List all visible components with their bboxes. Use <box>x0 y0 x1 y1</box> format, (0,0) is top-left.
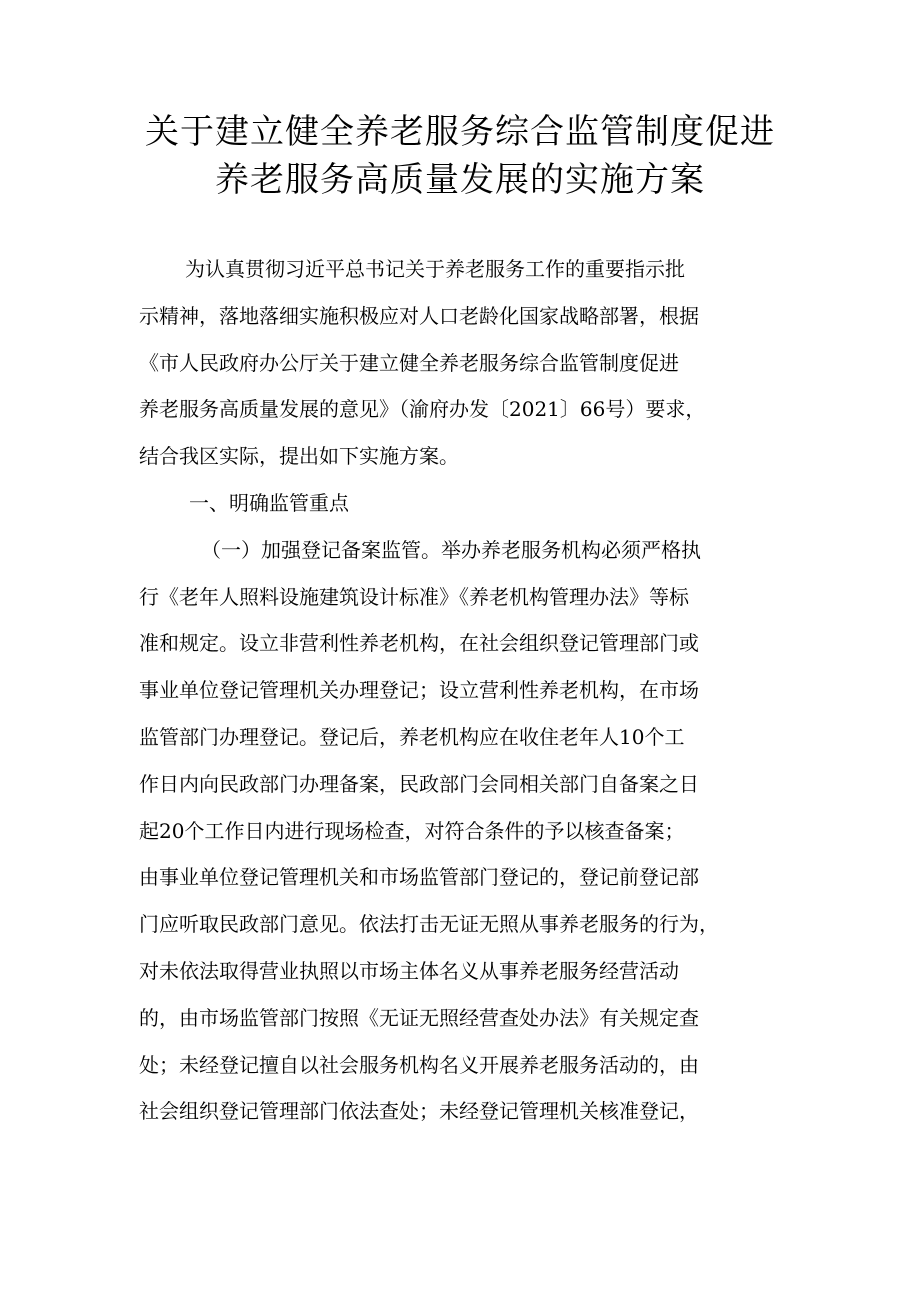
paragraph-line: 社会组织登记管理部门依法查处；未经登记管理机关核准登记， <box>139 1099 699 1124</box>
paragraph-line: 门应听取民政部门意见。依法打击无证无照从事养老服务的行为， <box>139 912 719 937</box>
paragraph-line: 监管部门办理登记。登记后，养老机构应在收住老年人10个工 <box>139 724 685 749</box>
paragraph-line: 准和规定。设立非营利性养老机构，在社会组织登记管理部门或 <box>139 631 699 656</box>
paragraph-line: 起20个工作日内进行现场检查，对符合条件的予以核查备案； <box>139 818 685 843</box>
section-heading: 一、明确监管重点 <box>189 490 349 515</box>
paragraph-line: 行《老年人照料设施建筑设计标准》《养老机构管理办法》等标 <box>139 584 689 609</box>
document-title-line-1: 关于建立健全养老服务综合监管制度促进 <box>145 112 775 152</box>
paragraph-line: 对未依法取得营业执照以市场主体名义从事养老服务经营活动 <box>139 958 679 983</box>
paragraph-line: 示精神，落地落细实施积极应对人口老龄化国家战略部署，根据 <box>139 303 699 328</box>
paragraph-line: 为认真贯彻习近平总书记关于养老服务工作的重要指示批 <box>185 257 685 281</box>
paragraph-line: 的，由市场监管部门按照《无证无照经营查处办法》有关规定查 <box>139 1005 699 1030</box>
document-body <box>139 246 799 1135</box>
document-title-line-2: 养老服务高质量发展的实施方案 <box>215 160 705 200</box>
paragraph-line: （一）加强登记备案监管。举办养老服务机构必须严格执 <box>201 537 701 562</box>
paragraph-line: 处；未经登记擅自以社会服务机构名义开展养老服务活动的，由 <box>139 1052 699 1077</box>
paragraph-line: 事业单位登记管理机关办理登记；设立营利性养老机构，在市场 <box>139 678 699 703</box>
paragraph-line: 《市人民政府办公厅关于建立健全养老服务综合监管制度促进 <box>139 350 679 375</box>
paragraph-line: 作日内向民政部门办理备案，民政部门会同相关部门自备案之日 <box>139 771 699 796</box>
paragraph-line: 由事业单位登记管理机关和市场监管部门登记的，登记前登记部 <box>139 865 699 890</box>
paragraph-line: 养老服务高质量发展的意见》（渝府办发〔2021〕66号）要求， <box>139 397 706 422</box>
paragraph-line: 结合我区实际，提出如下实施方案。 <box>139 444 459 469</box>
